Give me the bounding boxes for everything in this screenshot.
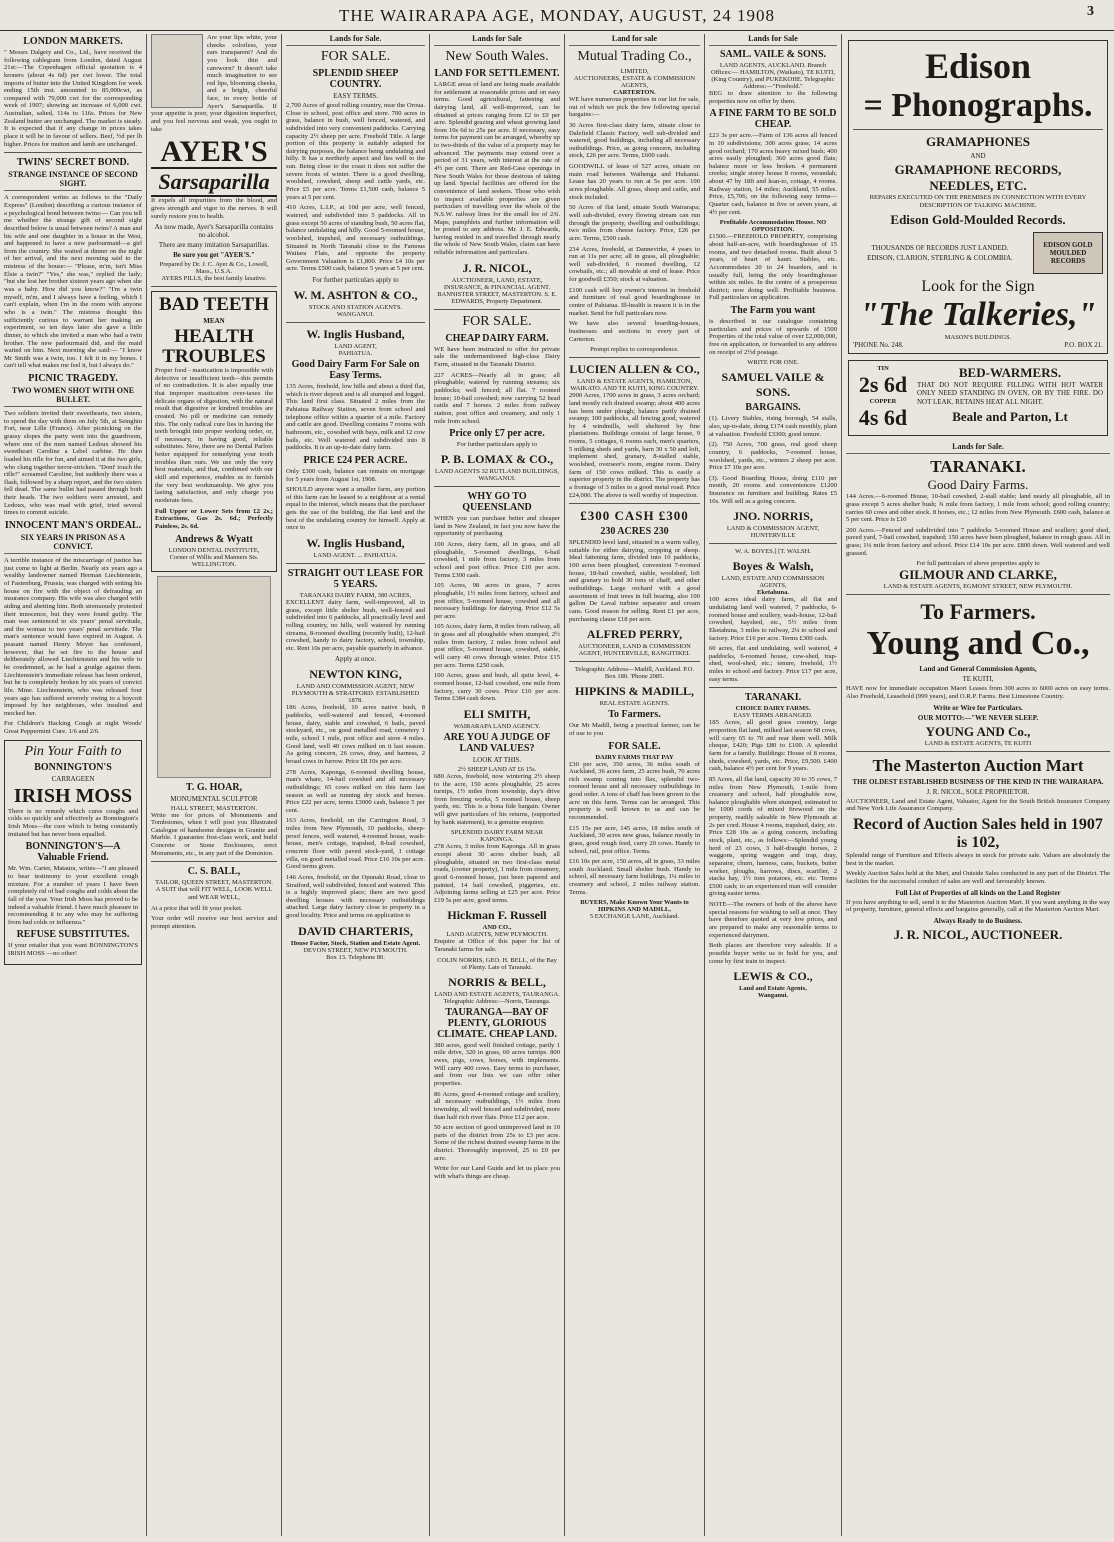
and: AND — [970, 152, 986, 160]
further-particulars: For further particulars apply to — [312, 276, 399, 285]
lands-header: Lands for Sale. — [846, 442, 1110, 454]
for-sale-3: FOR SALE. — [608, 740, 661, 752]
fine-farm: A FINE FARM TO BE SOLD CHEAP. — [709, 108, 837, 131]
hickman-text: LAND AGENTS, NEW PLYMOUTH. — [446, 931, 548, 939]
nicol-auctioneer: J. R. NICOL, AUCTIONEER. — [893, 926, 1063, 942]
moss-text: There is no remedy which cures coughs and colds so quickly and effectively as Bonnington's Irish Moss—the cure which is being constantly imitated but has never been equalled. — [8, 807, 138, 838]
bannister: BANNISTER STREET, MASTERTON. S. E. EDWARDS, Property Department. — [437, 290, 557, 305]
good-dairy-farms: Good Dairy Farms. — [927, 477, 1029, 493]
divider — [151, 286, 277, 287]
perry-text: AUCTIONEER, LAND & COMMISSION AGENT, HUNTERVILLE, RANGITIKEI. — [578, 643, 691, 658]
goodwill: GOODWILL of lease of 527 acres, situate on main road between Waihenga and Hukanui. Lease has 20 years to run at 5s per acre. 100 acres ploughable. All grass, sheep and cattle, and stock included. — [569, 163, 700, 201]
divider — [286, 563, 425, 564]
column-4 — [430, 34, 565, 1536]
refuse-heading: REFUSE SUBSTITUTES. — [16, 929, 130, 941]
newton-king-text: LAND AND COMMISSION AGENT, NEW PLYMOUTH & STRATFORD. ESTABLISHED 1878. — [291, 683, 420, 705]
listing-30: 30 Acres first-class dairy farm, situate close to Dalefield Classic Factory, well sub-divided and watered, good buildings, including all necessary outbuildings. Price, as going concern, including stock, £26 per acre. Terms, £600 cash. — [569, 121, 700, 160]
eketahuna: Eketahuna. — [757, 589, 789, 597]
norris-bell: NORRIS & BELL, — [448, 974, 546, 989]
young-co: Young and Co., — [866, 625, 1090, 663]
cheap-dairy: CHEAP DAIRY FARM. — [445, 332, 549, 344]
listing-278b: 278 Acres, 3 miles from Kaponga. All in grass except about 30 acres shelter bush, all ploughable, situated on two first-class metal roads, (corner property), 1 mile from creamery, good 6-roomed house, just been papered and painted, 14 bail cowshed, piggeries, etc. Adjoining farms selling at £25 per acre. Price £19 5s per acre, good terms. — [434, 843, 560, 904]
listing-146: 146 Acres, freehold, on the Opunaki Road, close to Stratford, well subdivided, fenced and watered. This is a highly improved place; there are two good dwelling houses with necessary outbuildings attached. Large dairy factory close to property in a good locality. Price and terms on application to — [286, 873, 425, 920]
acres-230: 230 ACRES 230 — [600, 526, 669, 538]
wairarapa-agency: WAIRARAPA LAND AGENCY. — [453, 722, 541, 730]
lucien-allen: LUCIEN ALLEN & CO., — [569, 362, 700, 377]
teeth-prices: Full Upper or Lower Sets from £2 2s.; Extractions, Gas 2s. 6d.; Perfectly Painless, 2s. 6d. — [155, 507, 273, 530]
tauranga: TAURANGA—BAY OF PLENTY, GLORIOUS CLIMATE. CHEAP LAND. — [437, 1006, 557, 1040]
listing-410: 410 Acres, L.I.P., at 10d per acre, well fenced, watered, and subdivided into 5 paddocks. All in grass except 50 acres of standing bush, 50 acres flat, balance undulating and hilly. Good 5-roomed house, woolshed, trapshed, and necessary outbuildings. Situated in North Taranaki close to the Famous Waitara Flats, and opposite the property Government Valuation is £1,800. Price £4 10s per acre. Terms £500 cash, balance 5 years at 5 per cent. — [286, 204, 425, 273]
lucien-text: LAND & ESTATE AGENTS, HAMILTON, WAIKATO. AND TE KUITI, KING COUNTRY. — [570, 378, 699, 393]
sheep-country: SPLENDID SHEEP COUNTRY. — [312, 68, 399, 90]
carterton: CARTERTON. — [613, 89, 656, 96]
bargain-1: (1). Livery Stables, rising borough, 54 stalls, also, up-to-date, doing £174 cash monthly, plant at valuation. Freehold £3300; good tenure. — [709, 415, 837, 438]
land-agent-2: LAND AGENT. ... PAHIATUA. — [313, 551, 398, 559]
for-sale-2: FOR SALE. — [462, 313, 532, 329]
listing-227: 227 ACRES—Nearly all in grass; all ploughable; watered by running streams; six paddocks; well fenced; all flat. 7 roomed house; 10-bail cowshed; now carrying 52 head cattle and 7 horses. 2 miles from railway station, post office and creamery, and only 1 mile from school. — [434, 371, 560, 425]
picnic-text: Two soldiers invited their sweethearts, two sisters, to spend the day with them on July 5th, at Seinghin Fort, near Lille (France). After picnicking on the grassy slopes the party went into the guardroom, where one of the men named Ledoux showed his sweetheart Caroline a Lebel carbine. He then loaded his rifle for fun, and aimed it at the two girls, who clung together terror-stricken. "Dont' touch the rifle!" screamed Caroline, but suddenly there was a flash, followed by a sharp report, and the two sisters fell dead. The same bullet had passed through both their heads. The two soldiers were arrested, and Ledoux, who was mad with grief, tried several times to commit suicide. — [4, 410, 142, 517]
divider — [846, 751, 1110, 752]
prepared-by: Prepared by Dr. J. C. Ayer & Co., Lowell, Mass., U.S.A. — [159, 261, 269, 276]
phonographs: = Phonographs. — [863, 87, 1093, 124]
imitations: There are many imitation Sarsaparillas. — [158, 241, 270, 250]
should-text: SHOULD anyone want a smaller farm, any portion of this farm can be leased to a neighbour at a rental equal to the interest, which means that the purchaser gets the use of the building, the flat land and the best of the undulating country for himself. Apply at once to — [286, 486, 425, 532]
friend-text: Mr. Wm. Carter, Mataura, writes—"I am pleased to bear testimony to your excellent cough mixture. For a number of years I have been completely rid of bad coughs and colds about the fall of the year. Your Irish Moss has proved to be indeed a valuable friend. I have much pleasure in recommending it to any who may be suffering from bad colds or influenza." — [8, 865, 138, 926]
needles: NEEDLES, ETC. — [929, 178, 1027, 193]
excellent-text: EXCELLENT dairy farm, well-improved, all in grass, except little shelter bush, well-fenced and subdivided into 6 paddocks, all practically level and rolling country, no hills, well watered by running streams, 8-roomed dwelling (recently built), 12-bail cowshed, handy to dairy factory, school, township, etc. Rent 10s per acre, payable quarterly in advance. — [286, 598, 425, 652]
woods-ad: For Children's Hacking Cough at night Woods' Great Peppermint Cure. 1/6 and 2/6. — [4, 720, 142, 736]
listing-f1: £23 3s per acre.—Farm of 136 acres all fenced in 10 subdivisions; 300 acres grass; 14 acres good orchard; 170 acres heavy mixed bush; 400 acres easily ploughed; 360 acres good flats; balance more or less broken. 4 permanent creeks; single storey house 8 rooms, verandah; about 47 by 18ft and lean-to, cottage, 4 rooms. Railway station, 14 miles; Auckland, 55 miles. Price, £5,706; on the following easy terms—Quarter cash, balance in five or seven years, at 4½ per cent. — [709, 132, 837, 216]
have-text: HAVE now for immediate occupation Maori Leases from 300 acres to 6000 acres on easy terms. Also Freehold, Leasehold (999 years), and O.R.P. Farms. Best Limestone Country. — [846, 685, 1110, 701]
listing-85: 85 Acres, all flat land, capacity 30 to 35 cows, 7 miles from New Plymouth, 1-mile from creamery and school, half ploughable now, balance ploughable when stumped, estimated to be 1000 cords of mixed firewood on the property, readily saleable in New Plymouth at 2s per cord. House 4 rooms, trapshed, dairy, etc. Price £28 10s as a going concern, including stock, plant, etc., as follows:—Splendid young herd of 23 cows, 3 half-draught horses, 2 waggons, spring waggon and trap, dray, separator, churn, harness, cans, buckets, butter worker, ploughs, harrows, discs, scarifier, 2 stacks hay, 1½ tons potatoes, etc. etc. Terms £500 cash; to an experienced man will consider giving easier terms. — [709, 775, 837, 898]
column-1 — [0, 34, 147, 1536]
easy-terms: EASY TERMS. — [333, 92, 378, 100]
corner-address: Corner of Willis and Manners Sts. WELLINGTON. — [169, 553, 259, 568]
listing-163: 163 Acres, freehold, on the Carrington Road, 3 miles from New Plymouth, 10 paddocks, sheep-proof fences, well watered, 4-roomed house, wash-house, men's cottage, trapshed, 8-bail cowshed, concrete floor with paved stock-yard, 1 cottage villa, on good metalled road. Price £16 10s per acre. Good terms given. — [286, 817, 425, 871]
gilmour-clarke: GILMOUR AND CLARKE, — [899, 567, 1057, 583]
if-text: If you have anything to sell, send it to the Masterton Auction Mart. If you want anything in the way of property, furniture, general effects and bargains generally, call at the Masterton Auction Mart. — [846, 898, 1110, 914]
teeth-ad — [151, 291, 277, 571]
listing-1500: £1500.—FREEHOLD PROPERTY, comprising about half-an-acre, with boardinghouse of 15 rooms, and two detached rooms. Built about 5 years, of heart of kauri. Stables, etc. Accommodates 20 to 24 boarders, and is usually full, being the only boardinghouse within six miles. In the centre of a prosperous district; now doing well. Profitable business. Full particulars on application. — [709, 233, 837, 302]
hickman-co: AND CO., — [482, 924, 512, 932]
eli-smith: ELI SMITH, — [463, 706, 531, 721]
price-24: PRICE £24 PER ACRE. — [303, 454, 408, 466]
apply-once: Apply at once. — [334, 655, 376, 664]
carrageen: CARRAGEEN — [51, 774, 95, 783]
divider — [569, 503, 700, 504]
page-number: 3 — [1087, 4, 1094, 19]
masons: MASON'S BUILDINGS. — [944, 334, 1012, 342]
auction-mart: The Masterton Auction Mart — [872, 755, 1084, 775]
bonnington-name: BONNINGTON'S — [34, 761, 112, 773]
kaponga: SPLENDID DAIRY FARM NEAR KAPONGA. — [451, 829, 543, 844]
young-co-2: YOUNG AND Co., — [925, 723, 1031, 739]
record-sales: Record of Auction Sales held in 1907 is 102, — [853, 815, 1103, 851]
lands-header: Land for sale — [569, 34, 700, 46]
listing-680: 680 Acres, freehold, now wintering 2½ sheep to the acre, 150 acres ploughable, 25 acres turnips, 1½ miles from township, day's drive from freezing works, 5 roomed house, sheep yards, etc. This is a bona fide bargain. Owner will give particulars of his returns, (supported by bank statement), to a genuine enquirer. — [434, 772, 560, 826]
listing-105: 105 Acres, 98 acres in grass, 7 acres ploughable, 1½ miles from factory, school and post office, 5-roomed house, cowshed and all necessary buildings for dairying. Price £12 5s per acre. — [434, 582, 560, 620]
ordeal-subheading: SIX YEARS IN PRISON AS A CONVICT. — [4, 533, 142, 554]
prompt-replies: Prompt replies to correspondence. — [590, 346, 679, 354]
listing-50: 50 acre section of good unimproved land in 10 parts of the district from 25s to £3 per acre. Some of the richest drained swamp farms in the district. Thoroughly improved, 25 to £0 per acre. — [434, 1124, 560, 1162]
te-kuiti: TE KUITI, — [962, 675, 994, 684]
copper-price: 4s 6d — [858, 405, 908, 431]
taranaki-farm: TARANAKI DAIRY FARM, 380 ACRES, — [299, 591, 412, 599]
mean: MEAN — [203, 317, 225, 326]
ayers-title: AYER'S — [160, 135, 268, 169]
lewis-text: Land and Estate Agents, — [739, 985, 807, 993]
charteris-name: DAVID CHARTERIS, — [298, 923, 413, 938]
boyes-header: W. A. BOYES.] [T. WALSH. — [735, 548, 811, 556]
price-only: Price only £7 per acre. — [449, 428, 545, 440]
listing-100: 100 Acres, dairy farm, all in grass, and all ploughable, 5-roomed dwellings, 6-bail cowshed, 1 mile from factory, 3 miles from school and post office. Price £10 per acre. Terms £300 cash. — [434, 541, 560, 579]
be-sure: Be sure you get "AYER'S." — [173, 251, 255, 260]
gold-moulded: Edison Gold-Moulded Records. — [890, 212, 1066, 228]
divider — [853, 129, 1103, 130]
lease-heading: STRAIGHT OUT LEASE FOR 5 YEARS. — [287, 567, 424, 590]
limited: LIMITED, — [620, 68, 649, 75]
listing-380: 380 acres, good well finished cottage, partly 1 mile drive, 320 in grass, 60 acres turnips. 800 ewes, pigs, cows, horses, with implements. Will carry 400 cows. Easy terms to purchaser, and from our lists we can offer other properties. — [434, 1041, 560, 1087]
boyes-text: LAND, ESTATE AND COMMISSION AGENTS, — [721, 575, 825, 590]
alfred-perry: ALFRED PERRY, — [586, 627, 683, 642]
large-text: LARGE areas of land are being made available for settlement at reasonable prices and on easy terms. Good agricultural, fattening and dairying land, all well-improved, can be obtained at prices ranging from £2 to £9 per acre. Splendid grazing and wheat growing land from 10s 6d to 25s per acre. If necessary, easy terms for payment can be arranged, whereby up to two-thirds of the value of a property may be advanced. The payments may extend over a period of 31 years, with interest at the rate of 4½ per cent. There are Red-Case openings in New South Wales for those desirous of taking up land. Special facilities are offered for the convenience of land seekers. Those who wish to inspect available properties are given particulars of travelling over the whole of the N.S.W. railway lines for the small fee of 2/6. Maps, pamphlets and further information will be posted to any address. Mr. J. E. Edwards, having resided in and travelled through nearly the whole of New South Wales, claim can have reliable information and particulars. — [434, 81, 560, 257]
splendid-range: Splendid range of Furniture and Effects always in stock for private sale. Values are absolutely the best in the market. — [846, 851, 1110, 867]
divider — [569, 357, 700, 358]
mutual-trading: Mutual Trading Co., — [577, 49, 692, 64]
listing-144: 144 Acres.—6-roomed House, 10-bail cowshed, 2-stall stable; land nearly all ploughable, all in grass except 5 acres shelter bush; ¾ mile from factory, 1 mile from school; good rolling country; carries 60 cows and other stock. 8 horses, etc.; 12 miles from New Plymouth. £600 cash, balance at 5 per cent. Price is £10 — [846, 493, 1110, 524]
lomax-text: LAND AGENTS 32 RUTLAND BUILDINGS, WANGANUI. — [434, 468, 560, 483]
listing-86: 86 Acres, good 4-roomed cottage and scullery, all necessary outbuildings, 1½ miles from township, all well fenced and subdivided, more than half rich river flats. Price £12 per acre. — [434, 1090, 560, 1121]
london-text: " Messrs Dalgety and Co., Ltd., have received the following cablegram from London, dated August 21st:—The Copenhagen official quotation is 4 kroners (about 4s 6d) per cwt lower. The total imports of butter into the United Kingdom for week ending 15th inst. amounted to 85,000cwt, as compared with 79,000 cwt for the corresponding week of 1907; showing an increase of 6,000 cwt. Australian, salted, 114s to 116s. Prices for New Zealand butter are unchanged. The market is steady. It is expected that if any change in prices takes place it will be in favour of sellers. Beef, ½d per lb higher. Prices for mutton and lamb are unchanged. — [4, 49, 142, 148]
easy-arranged: EASY TERMS ARRANGED. — [733, 712, 813, 720]
vaile-text: LAND AGENTS, AUCKLAND. Branch Offices:— HAMILTON, (Waikato), TE KUITI, (King Country), and PUKEKOHE. Telegraphic Address:—"Freehold." — [711, 62, 835, 90]
records-text — [853, 242, 1027, 264]
edison-ad — [848, 40, 1108, 354]
ffp: For further particulars apply to — [456, 441, 538, 449]
ffp: For full particulars of above properties apply to — [916, 560, 1040, 568]
record-can-image: EDISON GOLD MOULDED RECORDS — [1033, 232, 1103, 274]
beale-parton: Beale and Parton, Lt — [952, 408, 1068, 424]
hoar-name: T. G. HOAR, — [185, 781, 243, 793]
weekly-sales: Weekly Auction Sales held at the Mart, and Outside Sales conducted in any part of the District. The facilities for the successful conduct of sales are well and favourably known. — [846, 870, 1110, 885]
hall-street: HALL STREET, MASTERTON. — [170, 804, 258, 812]
teeth-text: Proper food - mastication is impossible with defective or insufficient teeth—this permits of no contradiction. It is also equally true that improper mastication over-taxes the delicate organs of digestion, with the natural result that digestive or kindred troubles are created. No pill or medicine can remedy this. The only radical cure lies in having the teeth brought into proper working order, or, if necessary, in having good, reliable substitutes. Now, there are no Dental Parlors better equipped for remedying your tooth troubles than ours. We use only the very best materials, and that, combined with our skill and experience, enables us to furnish the very best workmanship. We give you lasting satisfaction, and only charge you moderate fees. — [155, 367, 273, 504]
charteris-line-2: DEVON STREET, NEW PLYMOUTH. — [303, 946, 408, 954]
listing-278: 278 Acres, Kaponga, 6-roomed dwelling house, man's whare, 14-bail cowshed and all necessary outbuildings; 65 cows milked on this farm last season as well as running dry stock and horses. Price £22 per acre, terms £3000 cash, balance 5 per cent. — [286, 768, 425, 814]
listing-16: £16 10s per acre, 150 acres, all in grass, 33 miles south Auckland. Small shelter bush. Handy to school, all necessary farm buildings, 1¼ miles to creamery and school, 2 miles railway station. Terms. — [569, 858, 700, 896]
lands-header: Lands for Sale — [434, 34, 560, 46]
write-for-one: WRITE FOR ONE. — [747, 359, 799, 367]
oldest: THE OLDEST ESTABLISHED BUSINESS OF THE KIND IN THE WAIRARAPA. — [852, 777, 1104, 786]
twins-subheading: STRANGE INSTANCE OF SECOND SIGHT. — [4, 170, 142, 191]
tailor: TAILOR, QUEEN STREET, MASTERTON. — [155, 879, 273, 887]
listing-135: 135 Acres, freehold, low hills and about a third flat, which is river deposit and is all stumped and logged. This land first class. Situated 2 miles from the Pahiatua Railway Station, seven from school and telephone office within a quarter of a mile. Factory and cattle are good. Dwelling contains 7 rooms with bathroom, etc., cowshed with bays, milk and 12 cow bails, etc. Well watered and subdivided into 8 paddocks. It is an up-to-date dairy farm. — [286, 383, 425, 452]
divider — [846, 594, 1110, 595]
inglis-name-2: W. Inglis Husband, — [306, 535, 405, 550]
listing-2700: 2,700 Acres of good rolling country, near the Oroua. Close to school, post office and store. 700 acres in grass, balance in bush, well fenced, watered, and subdivided into very convenient paddocks. Carrying capacity 2½ sheep per acre. Freehold Title. A large portion of this property is suitably adapted for dairying purposes, the balance being undulating and hilly. It has a northerly aspect and lies well to the sun. Being close to the coast it does not suffer the severe frosts of winter. There is a good dwelling, woolshed, cowshed, sheep and cattle yards, etc. Price £5 per acre. Terms £1,500 cash, balance 5 years at 5 per cent. — [286, 102, 425, 201]
listing-60: 60 acres, flat and undulating, well watered, 4 paddocks, 6-roomed house, cow-shed, trap-shed, wool-shed, etc.; tenure, freehold, 1½ miles to school and factory. Price £17 per acre, easy terms. — [709, 645, 837, 683]
gilmour-text: LAND & ESTATE AGENTS, EGMONT STREET, NEW PLYMOUTH. — [883, 583, 1073, 591]
sarsaparilla-title: Sarsaparilla — [151, 167, 277, 197]
wanganui: WANGANUI. — [336, 311, 375, 319]
bad-teeth: BAD TEETH — [159, 294, 269, 316]
telegraphic: Telegraphic Address—Madill, Auckland. P.O. Box 180. 'Phone 2085. — [574, 666, 695, 681]
copper-label: COPPER — [869, 398, 897, 406]
hoar-text: Write me for prices of Monuments and Tombstones, when I will post you Illustrated Catalogue of handsome designs in Granite and Marble. I guarantee first-class work, and build Concrete or Stone Enclosures, erect Monuments, etc., in any part of the Dominion. — [151, 811, 277, 857]
profitable: Profitable Accommodation House. NO OPPOSITION. — [719, 219, 827, 234]
contact-row — [853, 341, 1103, 349]
proprietor: J. R. NICOL, SOLE PROPRIETOR. — [926, 787, 1030, 796]
column-7 — [842, 34, 1114, 1536]
nicol-name: J. R. NICOL, — [462, 260, 532, 275]
full-list: Full List of Properties of all kinds on the Land Register — [895, 888, 1061, 897]
price-boxes — [853, 365, 913, 431]
order-text: Your order will receive our best service and prompt attention. — [151, 915, 277, 930]
auctioneers: AUCTIONEERS, ESTATE & COMMISSION AGENTS, — [573, 75, 696, 89]
listing-105b: 105 Acres, dairy farm, 8 miles from railway, all in grass and all ploughable when stumped, 2½ miles from factory, 2 miles from school and post office, 5-roomed house, cowshed, stable, will carry 40 cows through winter. Price £15 per acre. Terms £250 cash. — [434, 623, 560, 669]
stock-agents: STOCK AND STATION AGENTS. — [308, 304, 403, 312]
divider — [709, 687, 837, 688]
divider — [709, 543, 837, 544]
listing-100-cash: £100 cash will buy owner's interest in freehold and furniture of real good boardinghouse in centre of Pahiatua. Ill-health is reason it is in the market. Send for full particulars now. — [569, 286, 700, 317]
irish-moss-title: IRISH MOSS — [13, 784, 133, 807]
listing-30b: £30 per acre, 350 acres, 36 miles south of Auckland, 36 acres farm, 25 acres bush, 70 acres rich swamp coming into flax, splendid two-roomed house and all necessary outbuildings in good order. A tons of chaff has been grown to the acre on this farm. Terms can be arranged. This property is well known to us and can be recommended. — [569, 760, 700, 821]
write-guide: Write for our Land Guide and let us place you with what's things are cheap. — [434, 1165, 560, 1181]
farms-pay: DAIRY FARMS THAT PAY — [595, 753, 674, 761]
write-wire: Write or Wire for Particulars. — [933, 703, 1023, 712]
farm-you-want: The Farm you want — [730, 305, 816, 317]
picnic-subheading: TWO WOMEN SHOT WITH ONE BULLET. — [4, 386, 142, 407]
when-text: WHEN you can purchase better and cheaper land in New Zealand, in fact you now have the opportunity of purchasing — [434, 515, 560, 538]
exchange-lane: 5 EXCHANGE LANE, Auckland. — [589, 913, 680, 921]
bargain-2: (2). 750 Acres, 700 grass, real good sheep country, 6 paddocks, 7-roomed house, woolshed, yards, etc., winters 2 sheep per acre. Price £7 10s per acre. — [709, 441, 837, 472]
tin-label: TIN — [877, 365, 889, 373]
phone: 'PHONE No. 248. — [853, 341, 904, 350]
bed-warmers: BED-WARMERS. — [958, 365, 1062, 381]
picnic-heading: PICNIC TRAGEDY. — [28, 373, 118, 385]
norris-header: COLIN NORRIS, GEO. H. BELL, of the Bay of Plenty. Late of Taranaki. — [437, 956, 557, 971]
listing-186: 186 Acres, freehold, 10 acres native bush, 8 paddocks, well-watered and fenced, 4-roomed house, dairy, stable and cowshed, 6 bails, paved stockyard, etc., on good metalled road, cemetery 1 mile, school 1 mile, post office and store 4 miles. Good land, well 40 cows milked on it last season. As going concern, 26 cows, dray, and harness, 2 broad cows in furrow. Price £8 10s per acre. — [286, 704, 425, 765]
lady-illustration — [151, 34, 203, 108]
listing-100b: 100 Acres, grass and bush, all quite level, 4-roomed house, 12-bail cowshed, one mile from factory, carry 30 cows. Price £10 per acre. Terms £384 cash down. — [434, 672, 560, 703]
young-text-2: LAND & ESTATE AGENTS, TE KUITI — [924, 739, 1032, 747]
lewis-wanganui: Wanganui. — [757, 992, 789, 1000]
divider — [286, 322, 425, 323]
motto: OUR MOTTO:—"WE NEVER SLEEP. — [917, 713, 1039, 722]
both-text: Both places are therefore very saleable. If a possible buyer write us to hold for you, and come by first train to inspect. — [709, 942, 837, 965]
dental-institute: LONDON DENTAL INSTITUTE, — [168, 546, 260, 554]
always-ready: Always Ready to do Business. — [933, 916, 1023, 925]
twins-heading: TWINS' SECRET BOND. — [16, 157, 130, 169]
ayers-pills: AYERS PILLS, the best family laxative. — [161, 275, 267, 283]
charteris-line-1: House Factor, Stock, Station and Estate Agent. — [290, 939, 421, 947]
divider — [434, 309, 560, 310]
samuel-vaile: SAMUEL VAILE & SONS. — [721, 370, 825, 400]
pahiatua: PAHIATUA. — [338, 350, 373, 358]
look-sign: Look for the Sign — [921, 278, 1035, 296]
column-3 — [282, 34, 430, 1536]
judge: ARE YOU A JUDGE OF LAND VALUES? — [443, 731, 551, 754]
newton-king: NEWTON KING, — [309, 667, 402, 682]
gram-records: GRAMAPHONE RECORDS, — [894, 162, 1062, 177]
young-text: Land and General Commission Agents, — [919, 665, 1037, 674]
price-24-text: Only £300 cash, balance can remain on mortgage for 5 years from August 1st, 1908. — [286, 467, 425, 483]
bargain-3: (3). Good Boarding House, doing £110 per month, 20 rooms and conveniences £1200 Insurance on furniture and building. Rates £5 10s. Will sell as a going concern. — [709, 474, 837, 505]
masthead — [0, 0, 1114, 31]
statue-illustration — [157, 576, 271, 778]
thousands: THOUSANDS OF RECORDS JUST LANDED. — [871, 244, 1009, 253]
to-farmers: To Farmers. — [608, 709, 661, 721]
listing-234: 234 Acres, freehold, at Dannevirke, 4 years to run at 11s per acre; all in grass, all ploughable; well sub-divided, 6 roomed dwelling, 12 cowbails, etc.; all movable at end of lease. Price for goodwill £350; stock at valuation. — [569, 245, 700, 284]
listing-185: 185 Acres, all good grass country, large proportion flat land, milked last season 68 cows, will carry 65 to 70 and rear them well. Milk cheque, £420; Pigs £80 to £100. A splendid farm for a family. Buildings: House of 8 rooms, sheds, cowshed, yards, etc. Price, £9,500. £400 cash, balance 4½ per cent for 9 years. — [709, 719, 838, 773]
for-sale: FOR SALE. — [320, 49, 391, 64]
lands-header: Lands for Sale — [709, 34, 837, 46]
ball-name: C. S. BALL, — [187, 866, 241, 878]
nsw-title: New South Wales. — [445, 49, 549, 64]
pin-faith: Pin Your Faith to — [24, 743, 122, 759]
settlement: LAND FOR SETTLEMENT. — [434, 68, 560, 79]
listing-100: 100 acres ideal dairy farm, all flat and undulating land well watered, 7 paddocks, 6-roomed house and scullery, wash-house, 12-bail cowshed, hayshed, etc., 5½ miles from Eketahuna, 3 miles to railway, 2¼ to school and factory. Price £16 per acre. Terms £300 cash. — [709, 596, 837, 642]
ordeal-text: A terrible instance of the miscarriage of justice has just come to light at Berlin. Nearly six years ago a wealthy landowner named Herman Liechtenstein, of Fastenburg, Prussia, was charged with setting his house on fire with the object of defrauding an insurance company. His wife was also charged with aiding and abetting him. Both strenuously protested their innocence, but they were found guilty. The man was sentenced to six years' penal servitude, and the woman to two years' penal servitude. The man's sentence would have expired in August. A peasant named Henry Meyer has confessed, however, that he set fire to the house and deliberately allowed Liechtenstein and his wife to be condemned, as he had a grudge against them. Liechtenstein's immediate release has been ordered, but he is completely broken by six years of convict life. Mme. Liechtenstein, who was released four years ago has suffered severely owing to a boycott imposed by her neighbours, who insulted and mocked her. — [4, 557, 142, 717]
note-text: NOTE—The owners of both of the above have special reasons for wishing to sell at once. They have therefore quoted at very low prices, and are prepared to make any reasonable terms to experienced dairymen. — [709, 901, 837, 939]
queensland: WHY GO TO QUEENSLAND — [462, 491, 532, 514]
listing-15: £15 15s per acre, 145 acres, 18 miles south of Auckland, 30 acres new grass, balance mostly in grass, good rough feed, carry 20 cows. Handy to school, rail, post office. Terms. — [569, 824, 700, 855]
beg-text: BEG to draw attention to the following properties now on offer by them. — [709, 90, 837, 105]
ashton-name: W. M. ASHTON & CO., — [293, 288, 418, 303]
records-row — [853, 232, 1103, 274]
divider — [434, 486, 560, 487]
farm-text: is described in our catalogue containing particulars and prices of upwards of 1500 Properties of the total value of over £2,000,000, free on application, or forwarded to any address on receipt of 2½d postage. — [709, 318, 837, 356]
dairy-heading: Good Dairy Farm For Sale on Easy Terms. — [291, 359, 420, 382]
expels-text: It expels all impurities from the blood, and gives strength and vigor to the nerves. It will surely restore you to health. — [151, 197, 277, 220]
land-agent: LAND AGENT, — [334, 343, 377, 351]
choice-dairy: CHOICE DAIRY FARMS. — [735, 705, 811, 713]
charteris-line-3: Box 13. Telephone 80. — [326, 953, 385, 961]
also-text: We have also several boarding-houses, businesses and sections in every part of Carterton. — [569, 320, 700, 343]
auct-text: AUCTIONEER, Land and Estate Agent, Valuator, Agent for the South British Insurance Company and New York Life Assurance Company. — [846, 797, 1110, 813]
refuse-text: If your retailer that you want BONNINGTON'S IRISH MOSS —no other! — [8, 942, 138, 958]
ordeal-heading: INNOCENT MAN'S ORDEAL. — [4, 520, 142, 532]
bonnington-ad — [4, 740, 142, 965]
gramaphones: GRAMAPHONES — [926, 134, 1030, 149]
column-2 — [147, 34, 282, 1536]
edison-title: Edison — [924, 46, 1032, 86]
labels: EDISON, CLARION, STERLING & COLOMBIA. — [867, 254, 1013, 263]
enquire: Enquire at Office of this paper for list of Taranaki farms for sale. — [434, 938, 560, 954]
nicol-text: AUCTIONEER, LAND, ESTATE, INSURANCE, & FINANCIAL AGENT. — [443, 276, 551, 291]
lomax-name: P. B. LOMAX & CO., — [440, 452, 554, 467]
bed-warmer-info — [917, 365, 1103, 431]
listing-50: 50 Acres of flat land, situate South Wairarapa; well sub-divided, every flowing stream can run through the property, dwelling and outbuildings; two miles from cheese factory. Price, £26 per acre. Terms, £500 cash. — [569, 204, 700, 242]
repairs: REPAIRS EXECUTED ON THE PREMISES IN CONNECTION WITH EVERY DESCRIPTION OF TALKING MACHINE. — [869, 194, 1087, 209]
lands-header: Lands for Sale. — [286, 34, 425, 46]
bed-warmer-ad — [848, 360, 1108, 436]
norris-text: LAND & COMMISSION AGENT, HUNTERVILLE — [726, 525, 820, 540]
listing-200: 200 Acres.—Fenced and subdivided into 7 paddocks 5-roomed House and scullery; good shed, paved yard, 7-bail cowshed, trapshed; 150 acres have been ploughed, balance in rough grass. All in grass; 1¼ mile from factory and school. Price £14 10s per acre. £800 down. Well watered and well grassed. — [846, 526, 1110, 557]
taranaki: TARANAKI. — [744, 692, 802, 704]
to-farmers-title: To Farmers. — [920, 599, 1036, 625]
suit-text: A SUIT that will FIT WELL, LOOK WELL and WEAR WELL, — [155, 886, 273, 901]
cash-300: £300 CASH £300 — [580, 508, 689, 524]
divider — [151, 861, 277, 862]
health: HEALTH — [174, 326, 254, 348]
column-5 — [565, 34, 705, 1536]
london-heading: LONDON MARKETS. — [23, 36, 123, 47]
tin-price: 2s 6d — [858, 372, 908, 398]
vaile-name: SAML. VAILE & SONS. — [719, 49, 827, 60]
talkeries: "The Talkeries," — [859, 296, 1097, 334]
listing-2900: 2900 Acres, 1700 acres in grass, 3 acres orchard; land mostly rich drained swamp; about 400 acres has been under plough; balance partly drained swamp; 100 paddocks, all fencing good, watered by 4 windmills, well sheltered by fine plantations. Buildings consist of large house, 9 rooms, 5 cottages, 6 rooms each, men's quarters, 5 milking sheds and yards, barn 30 x 50 and loft, implement shed, granary, 8-stalled stable, woolshed, overseer's room, engine room. Dairy farm of 150 cows milked. This is easily a superior property in the district. The property has a frontage of 3 miles to a good metal road. Price £24,000. The above is well worthy of inspection. — [569, 392, 700, 499]
real-estate: REAL ESTATE AGENTS. — [599, 700, 670, 708]
monumental: MONUMENTAL SCULPTOR — [170, 794, 258, 803]
price-text: At a price that will fit your pocket. — [151, 904, 243, 912]
divider — [4, 152, 142, 153]
madill-text: Our Mr Madill, being a practical farmer, can be of use to you — [569, 722, 700, 737]
norris-text: LAND AND ESTATE AGENTS, TAURANGA. Telegraphic Address:—Norris, Tauranga. — [434, 990, 560, 1005]
boyes-walsh: Boyes & Walsh, — [732, 559, 814, 574]
bargains: BARGAINS. — [745, 402, 801, 414]
sheep-land: 2½ SHEEP LAND AT £6 15s. — [457, 765, 537, 773]
taranaki-title: TARANAKI. — [930, 457, 1026, 477]
jno-norris: JNO. NORRIS, — [733, 509, 813, 524]
have-text: WE have numerous properties in our list for sale, out of which we pick the few following special bargains:— — [569, 96, 700, 119]
twins-text: A correspondent writes as follows to the "Daily Express" (London) describing a curious instance of a psychological bond between twins:— Can you tell me whether the strange gift of second sight described below is usual between twins? A man and his wife and one daughter in a house in the West, and happened to have a new parlourmaid—a girl from the country. She waited at dinner on the night of her arrival, and the next morning said to the mistress of the house:— "Please, m'm, isn't Miss Elsie a twin?" "Yes," she was," replied the lady; "but she lost her brother sixteen years ago when she was a baby. How did you know?" "I'm a twin myself, m'm, and I always have a feeling, which I can't explain, when I'm in the room with anyone who is a twin." The mistress thought this sufficiently curious to warrant her making an experiment, so ten days later she gave a little dinner, to which she invited a man who had a twin brother. The new parlourmaid did, and the maid waited on him. Next morning she said:— "I know Mr Smith was a twin, too. I felt it in my bones. I can't tell what makes me feel it, but I always do." — [4, 194, 142, 370]
bed-text: THAT DO NOT REQUIRE FILLING WITH HOT WATER ONLY NEED STANDING IN OVEN, OR BY THE FIRE. DO NOT LEAK. RETAINS HEAT ALL NIGHT. — [917, 381, 1103, 406]
lips-text: Are your lips white, your cheeks colorless, your ears transparent? And do you look thin and careworn? It doesn't take much imagination to see red lips, blooming cheeks, and a bright, cheerful face, in every bottle of Ayer's Sarsaparilla. If your appetite is poor, your digestion imperfect, and you feel nervous and weak, you ought to take — [151, 34, 277, 133]
we-text: WE have been instructed to offer for private sale the undermentioned high-class Dairy Farm, situated in the Taranaki District. — [434, 345, 560, 369]
look-at-this: LOOK AT THIS. — [472, 755, 522, 764]
po-box: P.O. BOX 21. — [1064, 341, 1103, 350]
andrews-wyatt: Andrews & Wyatt — [175, 533, 253, 545]
splendid-text: SPLENDID level land, situated in a warm valley, suitable for either dairying, cropping or sheep. Ideal fattening farm, divided into 10 paddocks, 100 acres been ploughed, convenient 7-roomed house, 18-bail cowshed, stable, woolshed, loft and granary to hold 30 tons of chaff, and other outbuildings. Large orchard with a good assortment of fruit trees in full bearing, also 100 gallon De Laval turbine separator and cream cans. Good reason for selling. Rent £1 per acre, purchasing clause £18 per acre. — [569, 539, 700, 623]
inglis-name: W. Inglis Husband, — [306, 327, 405, 342]
masthead-title: THE WAIRARAPA AGE, MONDAY, AUGUST, 24 1908 — [338, 6, 776, 25]
hickman: Hickman F. Russell — [447, 908, 547, 923]
divider — [569, 661, 700, 662]
column-6 — [705, 34, 842, 1536]
hipkins-madill: HIPKINS & MADILL, — [574, 684, 694, 699]
lewis-co: LEWIS & CO., — [733, 969, 813, 984]
now-made: As now made, Ayer's Sarsaparilla contains no alcohol. — [154, 223, 274, 240]
buyers: BUYERS, Make Known Your Wants to HIPKINS AND MADILL, — [580, 899, 689, 914]
friend-heading: BONNINGTON'S—A Valuable Friend. — [25, 841, 121, 864]
troubles: TROUBLES — [162, 346, 266, 368]
